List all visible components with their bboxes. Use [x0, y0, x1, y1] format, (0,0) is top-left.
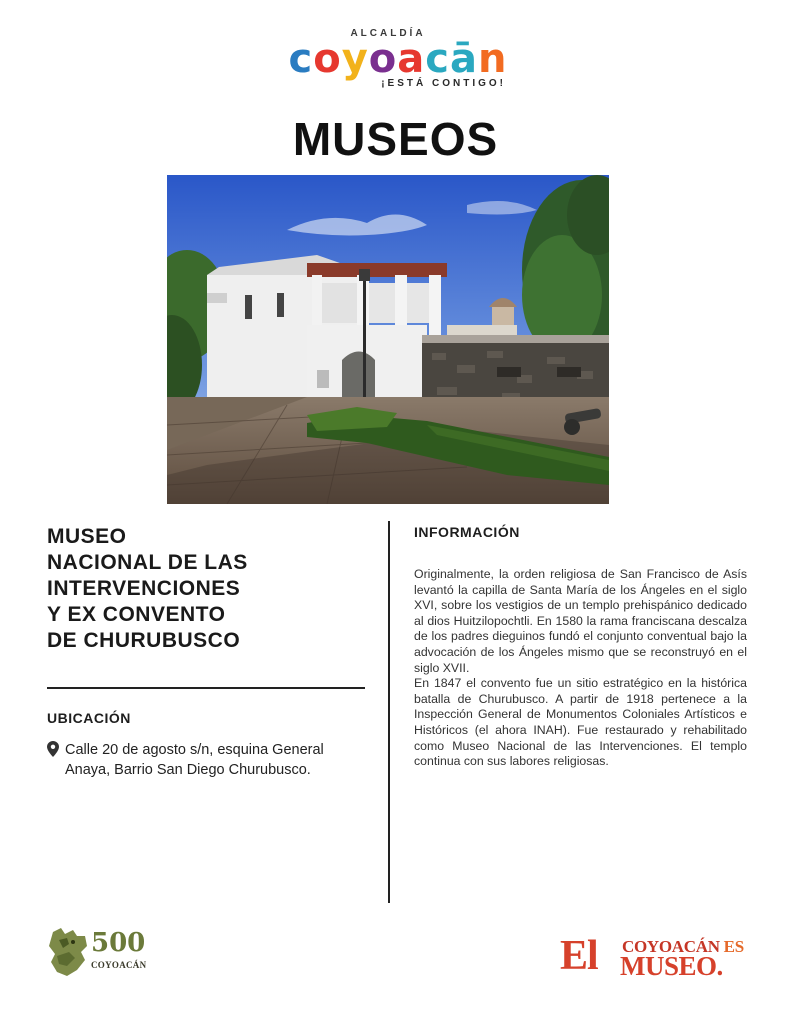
museum-name-line: DE CHURUBUSCO: [47, 629, 241, 652]
info-paragraph: Originalmente, la orden religiosa de San Francisco de Asís levantó la capilla de Santa María de los Ángeles en el siglo XVI, sobre los vestigios de un templo prehispánico dedicado al dios Huitzilopochtli. En 1580 la rama franciscana descalza de los padres dieguinos fundó el conjunto conventual bajo la advocación de los Ángeles mismo que se reconstruyó en el siglo XVII.: [414, 567, 747, 675]
info-body: [414, 567, 747, 770]
museum-name-line: Y EX CONVENTO: [47, 603, 226, 626]
museum-name-line: NACIONAL DE LAS: [47, 551, 248, 574]
logo-museo-text: MUSEO.: [620, 951, 723, 981]
museum-name-block: [47, 524, 365, 654]
coyote-glyph-icon: [47, 926, 91, 978]
page-title: MUSEOS: [292, 113, 499, 165]
museum-name-line: INTERVENCIONES: [47, 577, 241, 600]
logo-500-number: 500: [91, 928, 146, 958]
info-heading: INFORMACIÓN: [414, 524, 520, 540]
location-address: [47, 740, 367, 780]
coyoacan-500-logo: [47, 926, 157, 978]
info-paragraph: En 1847 el convento fue un sitio estratégico en la histórica batalla de Churubusco. A partir de 1918 pertenece a la Inspección General de Monumentos Coloniales Artísticos e Históricos (el ahora INAH). Fue restaurado y rehabilitado como Museo Nacional de las Intervenciones. El templo continua con sus labores religiosas.: [414, 676, 747, 769]
location-heading: UBICACIÓN: [47, 710, 131, 726]
museum-name-line: MUSEO: [47, 525, 127, 548]
logo-es-word: ES: [723, 937, 744, 956]
logo-letter: n: [478, 36, 508, 82]
map-pin-icon: [47, 741, 59, 757]
logo-letter: y: [341, 36, 369, 82]
column-divider: [388, 521, 390, 903]
logo-coyoacan-word: [278, 36, 518, 82]
address-text: Calle 20 de agosto s/n, esquina General Anaya, Barrio San Diego Churubusco.: [65, 742, 324, 778]
logo-tagline: ¡ESTÁ CONTIGO!: [381, 78, 506, 89]
logo-letter: ā: [450, 36, 478, 82]
logo-letter: c: [288, 36, 314, 82]
logo-500-city: COYOACÁN: [91, 960, 147, 970]
logo-coyoacan-word: COYOACÁN: [622, 937, 720, 956]
logo-letter: o: [313, 36, 342, 82]
logo-el-text: El: [560, 933, 598, 979]
alcaldia-coyoacan-logo: [278, 28, 518, 98]
museum-photo: [167, 175, 609, 504]
coyoacan-es-museo-logo: [560, 934, 750, 980]
logo-alcaldia-text: ALCALDÍA: [350, 28, 426, 39]
logo-letter: c: [425, 36, 450, 82]
logo-letter: o: [368, 36, 398, 82]
section-divider: [47, 687, 365, 689]
logo-letter: a: [397, 36, 426, 82]
